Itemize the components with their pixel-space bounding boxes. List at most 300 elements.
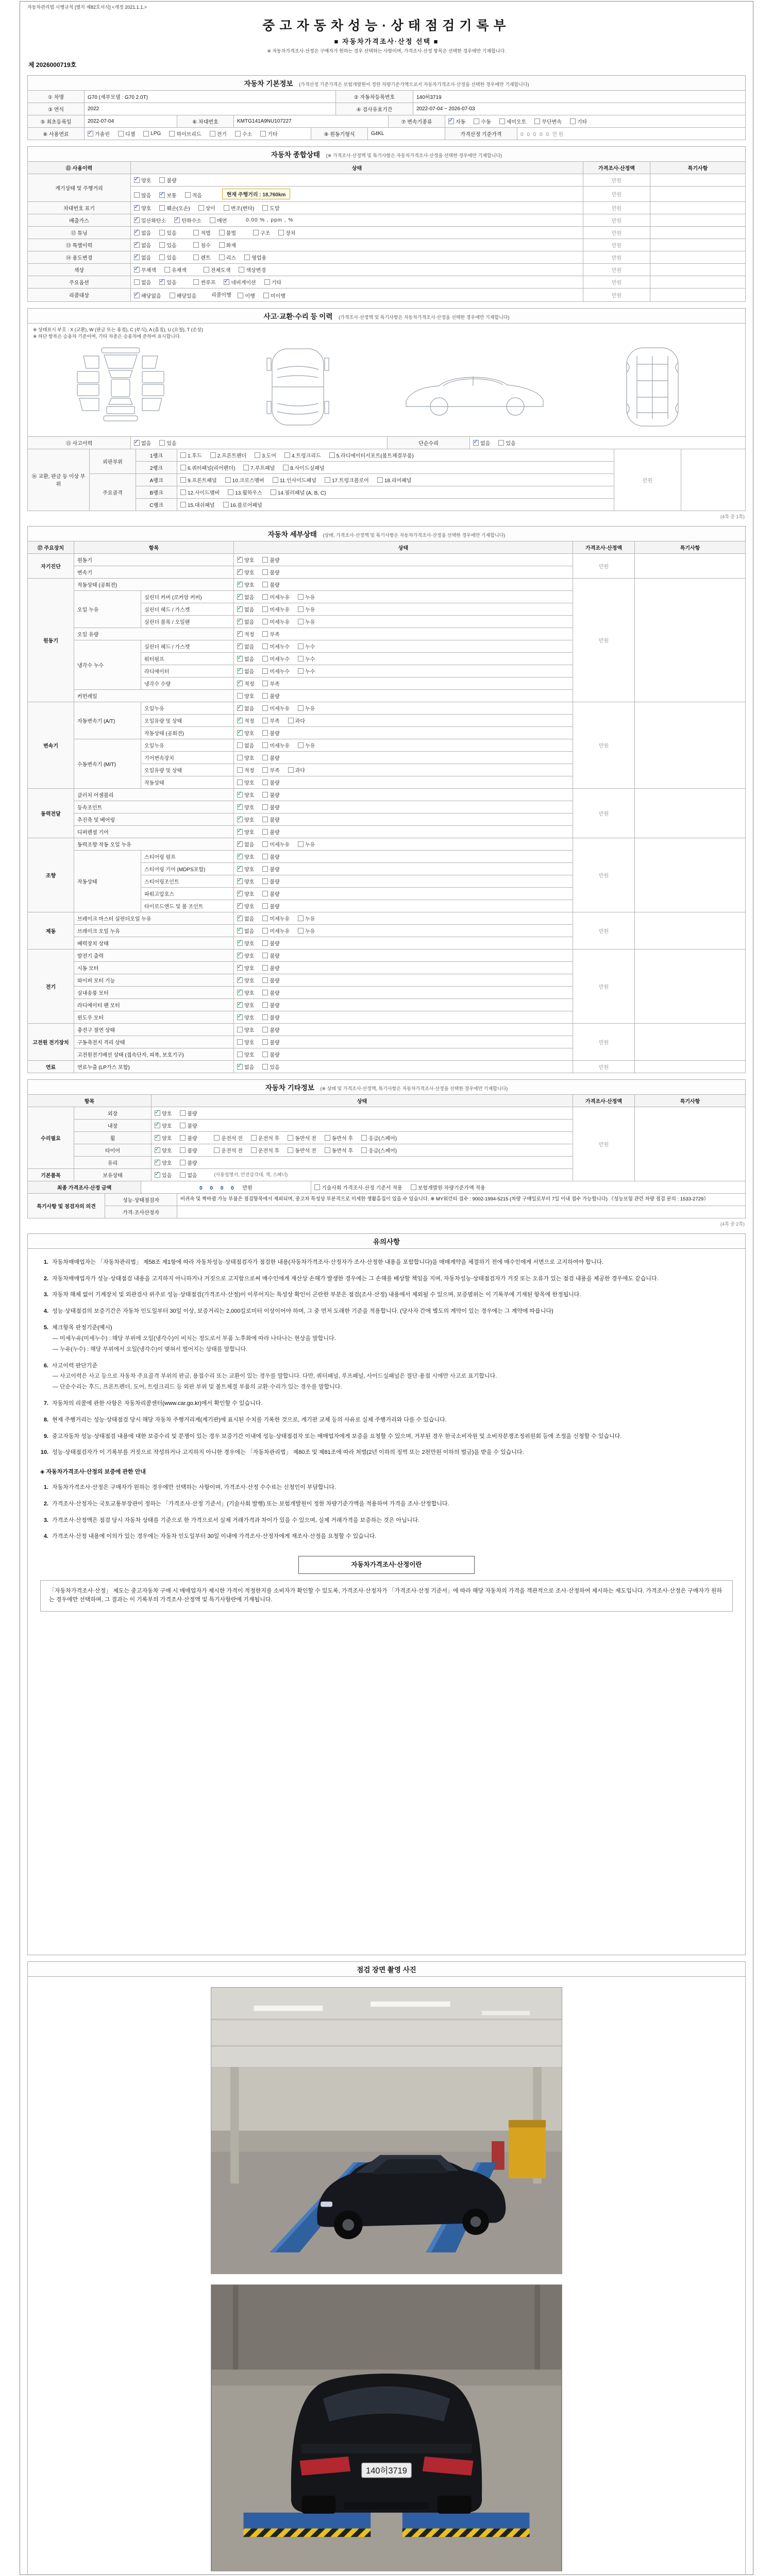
checkbox-양호[interactable]: ✓ 양호 bbox=[237, 939, 254, 947]
inspection-photo-1 bbox=[211, 1987, 562, 2274]
state-cell bbox=[234, 615, 573, 628]
checkbox-불량[interactable]: 불량 bbox=[262, 989, 279, 996]
state-cell bbox=[234, 887, 573, 900]
checkbox-동반석 전[interactable]: 동반석 전 bbox=[288, 1146, 316, 1154]
checkbox-없음[interactable]: ✓ 없음 bbox=[237, 840, 254, 848]
checkbox-불량[interactable]: 불량 bbox=[180, 1122, 197, 1129]
checkbox-유채색[interactable]: 유채색 bbox=[164, 266, 187, 274]
checkbox-불량[interactable]: 불량 bbox=[262, 902, 279, 910]
checkbox-없음[interactable]: ✓ 없음 bbox=[134, 229, 151, 236]
checkbox-디젤[interactable]: 디젤 bbox=[118, 130, 135, 138]
checkbox-누유[interactable]: 누유 bbox=[298, 618, 315, 625]
checkbox-불량[interactable]: 불량 bbox=[180, 1109, 197, 1117]
checkbox-구조[interactable]: 구조 bbox=[253, 229, 270, 236]
checkbox-1.후드[interactable]: 1.후드 bbox=[180, 451, 202, 459]
page-marker-1: (4쪽 중 1쪽) bbox=[720, 514, 745, 519]
item-label: 변속기 bbox=[74, 566, 234, 578]
final-price-digits: 0 0 0 0 bbox=[199, 1185, 237, 1191]
checkbox-양호[interactable]: ✓ 양호 bbox=[237, 568, 254, 576]
checkbox-4.트렁크리드[interactable]: 4.트렁크리드 bbox=[284, 451, 321, 459]
checkbox-없음[interactable]: ✓ 없음 bbox=[134, 241, 151, 249]
checkbox-양호[interactable]: ✓ 양호 bbox=[237, 964, 254, 972]
state-cell bbox=[234, 652, 573, 665]
checkbox-이행[interactable]: 이행 bbox=[238, 292, 255, 299]
checkbox-응급(스페어)[interactable]: 응급(스페어) bbox=[361, 1134, 397, 1142]
checkbox-LPG[interactable]: LPG bbox=[143, 131, 161, 137]
section-overall-title: 자동차 종합상태 bbox=[271, 151, 320, 159]
checkbox-렌트[interactable]: 렌트 bbox=[193, 253, 210, 261]
checkbox-누유[interactable]: 누유 bbox=[298, 914, 315, 922]
checkbox-15.대쉬패널[interactable]: 15.대쉬패널 bbox=[180, 501, 215, 509]
checkbox-양호[interactable]: 양호 bbox=[237, 1026, 254, 1033]
item-label: 동력조향 작동 오일 누유 bbox=[74, 838, 234, 850]
checkbox-양호[interactable]: ✓ 양호 bbox=[134, 176, 151, 184]
recall-fulfill-checkgroup bbox=[238, 293, 285, 298]
checkbox-없음[interactable]: ✓ 없음 bbox=[134, 439, 151, 447]
checkbox-11.인사이드패널[interactable]: 11.인사이드패널 bbox=[273, 476, 316, 484]
tire-position-checkgroup bbox=[214, 1147, 397, 1153]
checkbox-2.프론트펜더[interactable]: 2.프론트펜더 bbox=[210, 451, 247, 459]
price-cell: 만원 bbox=[573, 553, 635, 578]
checkbox-불량[interactable]: 불량 bbox=[262, 976, 279, 984]
final-price-label: 최종 가격조사·산정 금액 bbox=[28, 1181, 141, 1193]
checkbox-부족[interactable]: 부족 bbox=[262, 630, 279, 638]
transmission-options bbox=[445, 115, 746, 128]
checkbox-적법[interactable]: 적법 bbox=[193, 229, 210, 236]
price-cell: 만원 bbox=[583, 174, 650, 187]
checkbox-부족[interactable]: 부족 bbox=[262, 717, 279, 724]
section-photos-header bbox=[27, 1961, 746, 1977]
checkbox-리스[interactable]: 리스 bbox=[219, 253, 236, 261]
checkbox-없음[interactable]: ✓ 없음 bbox=[473, 439, 490, 447]
part-label: 타이로드엔드 및 볼 조인트 bbox=[141, 900, 234, 912]
usage-change-state bbox=[131, 251, 583, 264]
car-name-label: ① 차명 bbox=[28, 91, 85, 103]
checkbox-수소[interactable]: 수소 bbox=[235, 130, 252, 138]
state-cell bbox=[234, 776, 573, 788]
checkbox-불량[interactable]: 불량 bbox=[262, 865, 279, 873]
fuel-label: ⑧ 사용연료 bbox=[28, 128, 85, 140]
checkbox-기술사회 가격조사·산정 기준서 적용[interactable]: 기술사회 가격조사·산정 기준서 적용 bbox=[314, 1183, 402, 1191]
item-label: 커먼레일 bbox=[74, 689, 234, 702]
checkbox-5.라디에이터서포트(볼트체결부품)[interactable]: 5.라디에이터서포트(볼트체결부품) bbox=[329, 451, 414, 459]
checkbox-있음[interactable]: 있음 bbox=[262, 1063, 279, 1071]
item-label: 냉각수 누수 bbox=[74, 640, 141, 689]
state-cell bbox=[234, 825, 573, 838]
checkbox-미세누유[interactable]: 미세누유 bbox=[262, 927, 290, 935]
tuning-state bbox=[131, 227, 583, 239]
row-options bbox=[28, 276, 746, 289]
accident-history-checkgroup bbox=[134, 440, 177, 446]
document-page bbox=[20, 1, 753, 2575]
state-code-legend: ※ 상태표시 부호 : X (교환), W (판금 또는 용접), C (부식), A (흠집), U (요철), T (손상) bbox=[33, 327, 203, 332]
checkbox-18.리어패널[interactable]: 18.리어패널 bbox=[377, 476, 412, 484]
basic-info-row1 bbox=[27, 90, 746, 103]
checkbox-불량[interactable]: 불량 bbox=[159, 176, 176, 184]
part-label: 기어변속장치 bbox=[141, 751, 234, 764]
checkbox-미세누유[interactable]: 미세누유 bbox=[262, 618, 290, 625]
item-label: 클러치 어셈블리 bbox=[74, 788, 234, 801]
part-label: 오일누유 bbox=[141, 739, 234, 751]
detail-row bbox=[28, 1023, 746, 1036]
etc-col-state: 상태 bbox=[152, 1094, 573, 1107]
checkbox-부족[interactable]: 부족 bbox=[262, 766, 279, 774]
checkbox-양호[interactable]: ✓ 양호 bbox=[155, 1146, 172, 1154]
detail-row bbox=[28, 949, 746, 961]
tire-checkgroup bbox=[155, 1147, 197, 1153]
checkbox-있음[interactable]: 있음 bbox=[159, 241, 176, 249]
checkbox-양호[interactable]: ✓ 양호 bbox=[134, 204, 151, 212]
checkbox-불량[interactable]: 불량 bbox=[180, 1146, 197, 1154]
checkbox-불량[interactable]: 불량 bbox=[262, 568, 279, 576]
car-diagram-side-view-icon bbox=[388, 344, 563, 431]
checkbox-적정[interactable]: 적정 bbox=[237, 766, 254, 774]
checkbox-수동[interactable]: 수동 bbox=[474, 117, 491, 125]
state-cell bbox=[234, 813, 573, 825]
checkbox-네비게이션[interactable]: ✓ 네비게이션 bbox=[224, 278, 256, 286]
checkbox-누수[interactable]: 누수 bbox=[298, 642, 315, 650]
checkbox-미세누유[interactable]: 미세누유 bbox=[262, 704, 290, 712]
checkbox-14.필러패널 (A, B, C)[interactable]: 14.필러패널 (A, B, C) bbox=[271, 488, 326, 496]
checkbox-적정[interactable]: ✓ 적정 bbox=[237, 680, 254, 687]
rank2-checkgroup bbox=[180, 465, 325, 470]
checkbox-훼손(오손)[interactable]: 훼손(오손) bbox=[159, 204, 190, 212]
checkbox-누유[interactable]: 누유 bbox=[298, 704, 315, 712]
checkbox-양호[interactable]: ✓ 양호 bbox=[237, 890, 254, 897]
checkbox-불량[interactable]: 불량 bbox=[262, 729, 279, 737]
checkbox-불량[interactable]: 불량 bbox=[262, 1001, 279, 1009]
section-etc-header bbox=[27, 1079, 746, 1095]
part-label: 오일유량 및 상태 bbox=[141, 714, 234, 726]
checkbox-7.루프패널[interactable]: 7.루프패널 bbox=[243, 464, 275, 471]
checkbox-양호[interactable]: 양호 bbox=[237, 1038, 254, 1046]
checkbox-많음[interactable]: 많음 bbox=[134, 191, 151, 199]
checkbox-운전석 전[interactable]: 운전석 전 bbox=[214, 1134, 242, 1142]
checkbox-누수[interactable]: 누수 bbox=[298, 667, 315, 675]
checkbox-침수[interactable]: 침수 bbox=[193, 241, 210, 249]
checkbox-양호[interactable]: ✓ 양호 bbox=[237, 952, 254, 959]
checkbox-13.휠하우스[interactable]: 13.휠하우스 bbox=[228, 488, 262, 496]
exterior-label: 외장 bbox=[74, 1107, 152, 1119]
checkbox-불량[interactable]: 불량 bbox=[180, 1134, 197, 1142]
checkbox-불량[interactable]: 불량 bbox=[262, 952, 279, 959]
checkbox-양호[interactable]: ✓ 양호 bbox=[237, 803, 254, 811]
checkbox-자동[interactable]: ✓ 자동 bbox=[448, 117, 465, 125]
checkbox-불량[interactable]: 불량 bbox=[262, 964, 279, 972]
checkbox-없음[interactable]: ✓ 없음 bbox=[237, 642, 254, 650]
checkbox-3.도어[interactable]: 3.도어 bbox=[255, 451, 276, 459]
checkbox-없음[interactable]: ✓ 없음 bbox=[237, 618, 254, 625]
checkbox-불량[interactable]: 불량 bbox=[262, 556, 279, 564]
checkbox-불량[interactable]: 불량 bbox=[262, 1050, 279, 1058]
etc-col-note: 특기사항 bbox=[635, 1094, 746, 1107]
checkbox-누수[interactable]: 누수 bbox=[298, 655, 315, 663]
checkbox-양호[interactable]: ✓ 양호 bbox=[237, 581, 254, 588]
checkbox-양호[interactable]: ✓ 양호 bbox=[155, 1134, 172, 1142]
checkbox-10.크로스멤버[interactable]: 10.크로스멤버 bbox=[225, 476, 264, 484]
checkbox-불량[interactable]: 불량 bbox=[262, 778, 279, 786]
state-cell bbox=[234, 689, 573, 702]
checkbox-누유[interactable]: 누유 bbox=[298, 840, 315, 848]
part-label: 실린더 헤드 / 가스켓 bbox=[141, 603, 234, 615]
part-label: 스티어링 펌프 bbox=[141, 850, 234, 862]
checkbox-장치[interactable]: 장치 bbox=[278, 229, 295, 236]
checkbox-있음[interactable]: 있음 bbox=[159, 229, 176, 236]
device-group-label: 고전원 전기장치 bbox=[28, 1023, 74, 1060]
checkbox-양호[interactable]: ✓ 양호 bbox=[237, 989, 254, 996]
checkbox-보통[interactable]: ✓ 보통 bbox=[159, 191, 176, 199]
item-label: 원동기 bbox=[74, 553, 234, 566]
checkbox-해당없음[interactable]: ✓ 해당없음 bbox=[134, 292, 161, 299]
rankA-checkgroup bbox=[180, 477, 411, 483]
checkbox-양호[interactable]: ✓ 양호 bbox=[237, 556, 254, 564]
checkbox-16.플로어패널[interactable]: 16.플로어패널 bbox=[223, 501, 262, 509]
main-option-state bbox=[131, 276, 583, 289]
checkbox-미세누수[interactable]: 미세누수 bbox=[262, 655, 290, 663]
rankA-items bbox=[177, 473, 614, 486]
accident-diagram-box bbox=[27, 323, 746, 437]
checkbox-양호[interactable]: ✓ 양호 bbox=[237, 902, 254, 910]
exchange-label: ⑯ 교환, 판금 등 이상 부위 bbox=[28, 449, 90, 511]
checkbox-양호[interactable]: 양호 bbox=[237, 754, 254, 761]
checkbox-9.프론트패널[interactable]: 9.프론트패널 bbox=[180, 476, 217, 484]
section-etc-note: (※ 상태 및 가격조사·산정액, 특기사항은 자동차가격조사·산정을 선택한 경우에만 기재합니다) bbox=[320, 1086, 508, 1091]
checkbox-없음[interactable]: ✓ 없음 bbox=[237, 914, 254, 922]
special-history-state bbox=[131, 239, 583, 251]
checkbox-무채색[interactable]: ✓ 무채색 bbox=[134, 266, 156, 274]
detail-row bbox=[28, 788, 746, 801]
checkbox-기타[interactable]: 기타 bbox=[260, 130, 277, 138]
checkbox-8.사이드실패널[interactable]: 8.사이드실패널 bbox=[283, 464, 324, 471]
checkbox-불량[interactable]: 불량 bbox=[262, 816, 279, 823]
checkbox-무단변속[interactable]: 무단변속 bbox=[534, 117, 562, 125]
checkbox-운전석 전[interactable]: 운전석 전 bbox=[214, 1146, 242, 1154]
basic-info-row2 bbox=[27, 103, 746, 115]
checkbox-과다[interactable]: 과다 bbox=[288, 766, 305, 774]
state-cell bbox=[234, 912, 573, 924]
rankB-checkgroup bbox=[180, 489, 326, 495]
checkbox-상이[interactable]: 상이 bbox=[198, 204, 215, 212]
checkbox-불량[interactable]: 불량 bbox=[262, 853, 279, 860]
checkbox-양호[interactable]: ✓ 양호 bbox=[237, 1013, 254, 1021]
checkbox-있음[interactable]: 있음 bbox=[159, 439, 176, 447]
checkbox-미세누수[interactable]: 미세누수 bbox=[262, 667, 290, 675]
checkbox-없음[interactable]: ✓ 없음 bbox=[237, 1063, 254, 1071]
checkbox-없음[interactable]: ✓ 없음 bbox=[134, 253, 151, 261]
checkbox-일산화탄소[interactable]: ✓ 일산화탄소 bbox=[134, 216, 166, 224]
emission-label: 배출가스 bbox=[28, 214, 131, 227]
checkbox-불량[interactable]: 불량 bbox=[262, 828, 279, 836]
checkbox-화재[interactable]: 화재 bbox=[219, 241, 236, 249]
checkbox-양호[interactable]: 양호 bbox=[237, 778, 254, 786]
checkbox-양호[interactable]: ✓ 양호 bbox=[237, 976, 254, 984]
checkbox-적정[interactable]: ✓ 적정 bbox=[237, 630, 254, 638]
overall-col-state: 상태 bbox=[131, 162, 583, 174]
checkbox-양호[interactable]: ✓ 양호 bbox=[155, 1159, 172, 1166]
interior-state bbox=[152, 1119, 573, 1131]
checkbox-불량[interactable]: 불량 bbox=[262, 692, 279, 700]
checkbox-불량[interactable]: 불량 bbox=[262, 890, 279, 897]
checkbox-미세누유[interactable]: 미세누유 bbox=[262, 914, 290, 922]
checkbox-적음[interactable]: 적음 bbox=[185, 191, 202, 199]
special-kind-checkgroup bbox=[193, 242, 236, 248]
checkbox-없음[interactable]: ✓ 없음 bbox=[237, 593, 254, 601]
checkbox-영업용[interactable]: 영업용 bbox=[244, 253, 266, 261]
meter-state bbox=[131, 174, 583, 187]
basic-info-row3 bbox=[27, 115, 746, 128]
special-checkgroup bbox=[134, 242, 177, 248]
note-cell bbox=[635, 1060, 746, 1073]
checkbox-없음[interactable]: 없음 bbox=[180, 1171, 197, 1179]
checkbox-양호[interactable]: ✓ 양호 bbox=[237, 816, 254, 823]
checkbox-있음[interactable]: 있음 bbox=[159, 253, 176, 261]
checkbox-불법[interactable]: 불법 bbox=[219, 229, 236, 236]
checkbox-미세누유[interactable]: 미세누유 bbox=[262, 840, 290, 848]
row-vin-mark bbox=[28, 202, 746, 214]
checkbox-미이행[interactable]: 미이행 bbox=[263, 292, 285, 299]
checkbox-운전석 후[interactable]: 운전석 후 bbox=[251, 1134, 279, 1142]
state-cell bbox=[234, 801, 573, 813]
checkbox-양호[interactable]: ✓ 양호 bbox=[155, 1109, 172, 1117]
checkbox-양호[interactable]: ✓ 양호 bbox=[237, 791, 254, 799]
item-label: 디퍼렌셜 기어 bbox=[74, 825, 234, 838]
price-cell: 만원 bbox=[573, 1023, 635, 1060]
checkbox-불량[interactable]: 불량 bbox=[262, 754, 279, 761]
checkbox-없음[interactable]: ✓ 없음 bbox=[237, 605, 254, 613]
photos-area bbox=[27, 1976, 746, 2575]
checkbox-세미오토[interactable]: 세미오토 bbox=[499, 117, 527, 125]
checkbox-운전석 후[interactable]: 운전석 후 bbox=[251, 1146, 279, 1154]
rankC-items bbox=[177, 498, 614, 511]
emission-state bbox=[131, 214, 583, 227]
checkbox-양호[interactable]: ✓ 양호 bbox=[237, 729, 254, 737]
checkbox-없음[interactable]: ✓ 없음 bbox=[237, 704, 254, 712]
notice-item: 5. 체크항목 판정기준(예시) bbox=[43, 1325, 112, 1331]
checkbox-있음[interactable]: ✓ 있음 bbox=[155, 1171, 172, 1179]
checkbox-양호[interactable]: ✓ 양호 bbox=[155, 1122, 172, 1129]
checkbox-불량[interactable]: 불량 bbox=[262, 581, 279, 588]
vin-label: ⑥ 차대번호 bbox=[177, 115, 234, 128]
checkbox-불량[interactable]: 불량 bbox=[262, 1038, 279, 1046]
checkbox-과다[interactable]: 과다 bbox=[288, 717, 305, 724]
checkbox-기타[interactable]: 기타 bbox=[570, 117, 587, 125]
checkbox-불량[interactable]: 불량 bbox=[262, 939, 279, 947]
checkbox-없음[interactable]: ✓ 없음 bbox=[237, 927, 254, 935]
checkbox-해당있음[interactable]: 해당있음 bbox=[170, 292, 197, 299]
accident-history-label: ⑮ 사고이력 bbox=[28, 436, 131, 449]
checkbox-불량[interactable]: 불량 bbox=[262, 803, 279, 811]
rankC-checkgroup bbox=[180, 502, 262, 507]
checkbox-양호[interactable]: 양호 bbox=[237, 692, 254, 700]
part-label: 스티어링조인트 bbox=[141, 875, 234, 887]
tuning-kind-checkgroup bbox=[253, 230, 296, 235]
checkbox-6.쿼터패널(리어펜더)[interactable]: 6.쿼터패널(리어펜더) bbox=[180, 464, 235, 471]
checkbox-전체도색[interactable]: 전체도색 bbox=[204, 266, 231, 274]
section-etc-title: 자동차 기타정보 bbox=[265, 1083, 314, 1092]
checkbox-양호[interactable]: ✓ 양호 bbox=[237, 828, 254, 836]
state-cell bbox=[234, 862, 573, 875]
price-definition-title: 자동차가격조사·산정이란 bbox=[298, 1556, 475, 1573]
checkbox-누유[interactable]: 누유 bbox=[298, 741, 315, 749]
checkbox-양호[interactable]: ✓ 양호 bbox=[237, 865, 254, 873]
checkbox-미세누수[interactable]: 미세누수 bbox=[262, 642, 290, 650]
checkbox-17.트렁크플로어[interactable]: 17.트렁크플로어 bbox=[325, 476, 369, 484]
checkbox-전기[interactable]: 전기 bbox=[210, 130, 227, 138]
checkbox-가솔린[interactable]: ✓ 가솔린 bbox=[88, 130, 110, 138]
checkbox-불량[interactable]: 불량 bbox=[262, 877, 279, 885]
checkbox-색상변경[interactable]: 색상변경 bbox=[239, 266, 266, 274]
checkbox-기타[interactable]: 기타 bbox=[264, 278, 281, 286]
checkbox-불량[interactable]: 불량 bbox=[180, 1159, 197, 1166]
checkbox-불량[interactable]: 불량 bbox=[262, 1013, 279, 1021]
state-cell bbox=[234, 751, 573, 764]
item-label: 브레이크 마스터 실린더오일 누유 bbox=[74, 912, 234, 924]
checkbox-양호[interactable]: ✓ 양호 bbox=[237, 853, 254, 860]
state-cell bbox=[234, 875, 573, 887]
outer-panel-label: 외판부위 bbox=[90, 449, 136, 473]
checkbox-도말[interactable]: 도말 bbox=[262, 204, 279, 212]
checkbox-없음[interactable]: ✓ 없음 bbox=[237, 667, 254, 675]
overall-table bbox=[27, 161, 746, 302]
checkbox-미세누유[interactable]: 미세누유 bbox=[262, 593, 290, 601]
section-overall-header bbox=[27, 146, 746, 162]
checkbox-미세누유[interactable]: 미세누유 bbox=[262, 741, 290, 749]
state-cell bbox=[234, 566, 573, 578]
checkbox-없음[interactable]: ✓ 없음 bbox=[237, 655, 254, 663]
note-cell bbox=[650, 187, 746, 202]
checkbox-동반석 후[interactable]: 동반석 후 bbox=[325, 1134, 353, 1142]
wheel-label: 휠 bbox=[74, 1131, 152, 1144]
checkbox-응급(스페어)[interactable]: 응급(스페어) bbox=[361, 1146, 397, 1154]
checkbox-보험개발원 차량기준가액 적용[interactable]: 보험개발원 차량기준가액 적용 bbox=[411, 1183, 485, 1191]
document-number: 제 2026000719호 bbox=[28, 61, 77, 69]
checkbox-누유[interactable]: 누유 bbox=[298, 593, 315, 601]
checkbox-불량[interactable]: 불량 bbox=[262, 791, 279, 799]
checkbox-미세누유[interactable]: 미세누유 bbox=[262, 605, 290, 613]
checkbox-하이브리드[interactable]: 하이브리드 bbox=[169, 130, 201, 138]
exterior-state bbox=[152, 1107, 573, 1119]
hold-state bbox=[152, 1168, 573, 1181]
part-label: 작동상태 (공회전) bbox=[141, 726, 234, 739]
state-cell bbox=[234, 726, 573, 739]
checkbox-없음[interactable]: 없음 bbox=[237, 741, 254, 749]
checkbox-있음[interactable]: ✓ 있음 bbox=[159, 278, 176, 286]
state-cell bbox=[234, 788, 573, 801]
item-label: 고전원전기배선 상태 (접속단자, 피복, 보호기구) bbox=[74, 1048, 234, 1060]
checkbox-있음[interactable]: 있음 bbox=[498, 439, 515, 447]
glass-checkgroup bbox=[155, 1160, 197, 1165]
checkbox-없음[interactable]: 없음 bbox=[134, 278, 151, 286]
checkbox-썬루프[interactable]: 썬루프 bbox=[193, 278, 215, 286]
note-cell bbox=[635, 578, 746, 702]
checkbox-양호[interactable]: ✓ 양호 bbox=[237, 1001, 254, 1009]
recall-state bbox=[131, 289, 583, 302]
checkbox-누유[interactable]: 누유 bbox=[298, 605, 315, 613]
checkbox-매연[interactable]: 매연 bbox=[210, 216, 227, 224]
checkbox-적정[interactable]: ✓ 적정 bbox=[237, 717, 254, 724]
checkbox-양호[interactable]: 양호 bbox=[237, 1050, 254, 1058]
checkbox-불량[interactable]: 불량 bbox=[262, 1026, 279, 1033]
checkbox-누유[interactable]: 누유 bbox=[298, 927, 315, 935]
checkbox-동반석 전[interactable]: 동반석 전 bbox=[288, 1134, 316, 1142]
checkbox-동반석 후[interactable]: 동반석 후 bbox=[325, 1146, 353, 1154]
checkbox-양호[interactable]: ✓ 양호 bbox=[237, 877, 254, 885]
checkbox-부족[interactable]: 부족 bbox=[262, 680, 279, 687]
checkbox-탄화수소[interactable]: ✓ 탄화수소 bbox=[174, 216, 201, 224]
checkbox-변조(변타)[interactable]: 변조(변타) bbox=[224, 204, 254, 212]
base-price-value: 0 0 0 0 0 만원 bbox=[517, 128, 746, 140]
checkbox-12.사이드멤버[interactable]: 12.사이드멤버 bbox=[180, 488, 220, 496]
